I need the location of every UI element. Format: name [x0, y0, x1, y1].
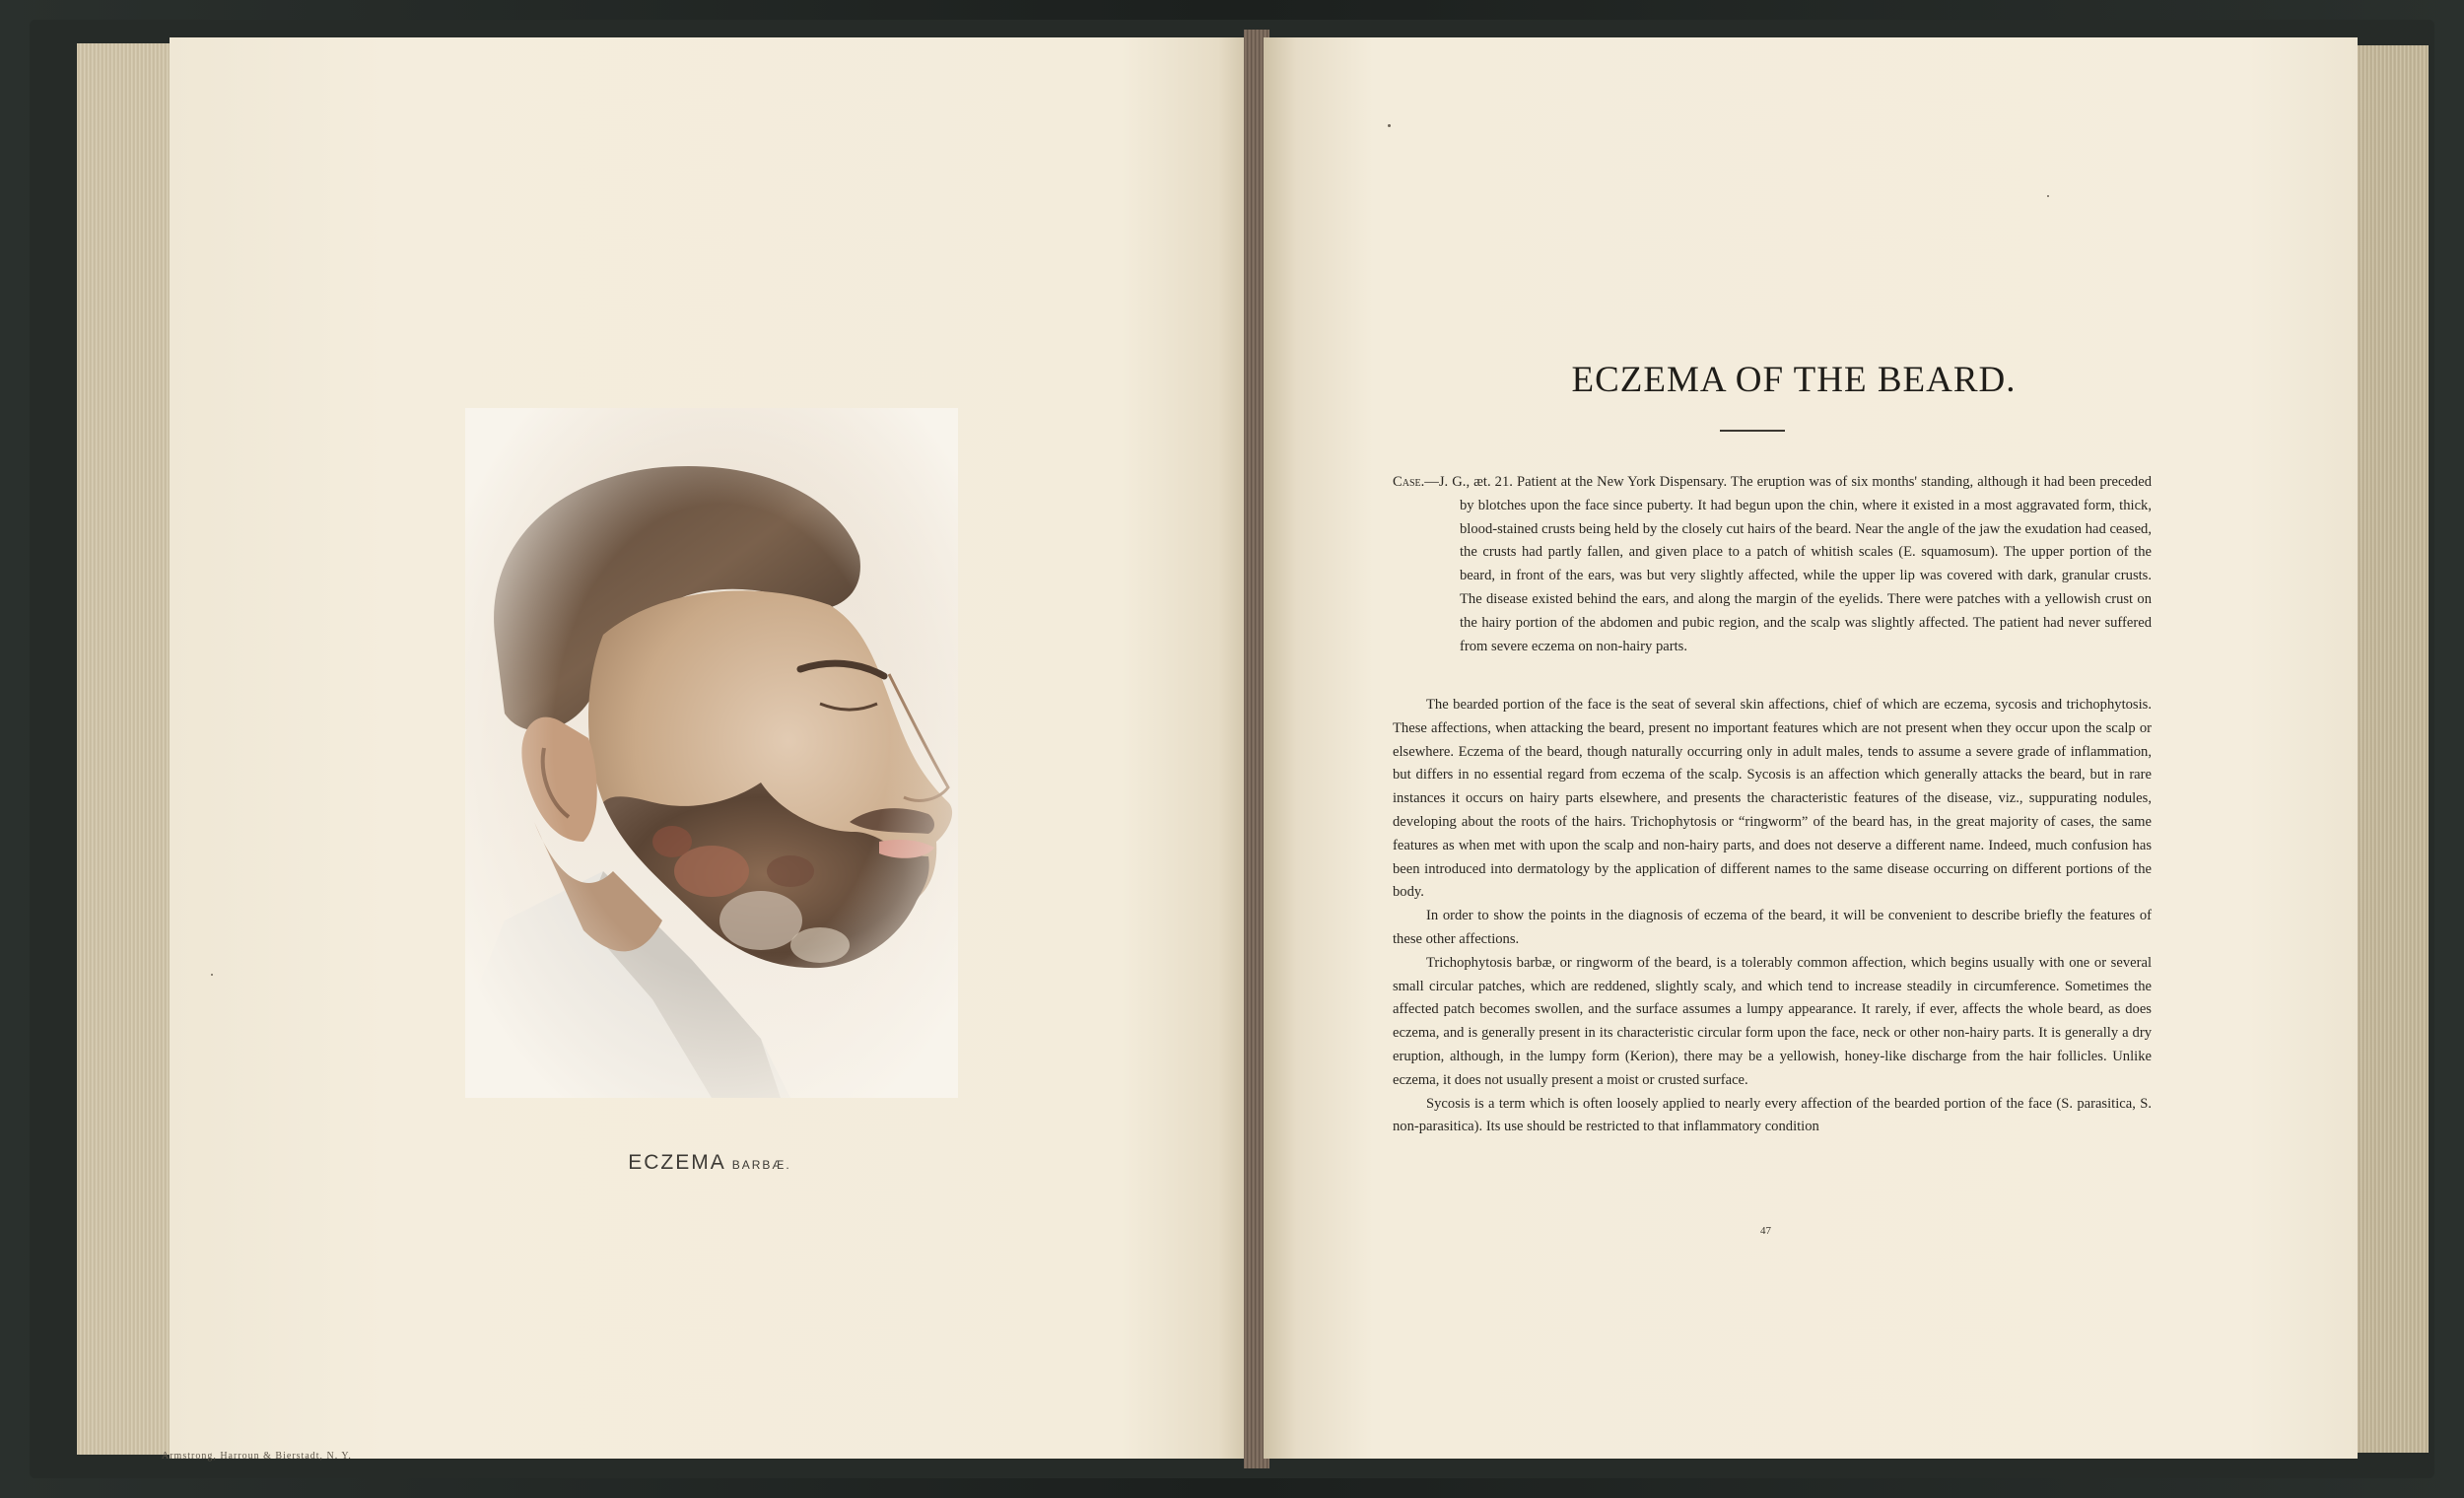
paragraph: In order to show the points in the diagnosis of eczema of the beard, it will be convenient to describe briefly the features of these other affections.: [1393, 908, 2152, 947]
paragraph: The bearded portion of the face is the seat of several skin affections, chief of which are eczema, sycosis and trichophytosis. These affections, when attacking the beard, present no important features which are not present when they occur upon the scalp or elsewhere. Eczema of the beard, though naturally occurring only in adult males, tends to assume a severe grade of inflammation, but differs in no essential regard from eczema of the scalp. Sycosis is an affection which generally attacks the beard, but in rare instances it occurs on hairy parts elsewhere, and presents the characteristic features of the disease, viz., suppurating nodules, developing about the roots of the hairs. Trichophytosis or “ringworm” of the beard has, in the great majority of cases, the same features as when met with upon the scalp and non-hairy parts, and does not deserve a different name. Indeed, much confusion has been introduced into dermatology by the application of different names to the same disease occurring on different portions of the body.: [1393, 697, 2152, 901]
show-through-text: [495, 359, 507, 396]
left-page-stack: [77, 43, 175, 1455]
case-text: —J. G., æt. 21. Patient at the New York Dispensary. The eruption was of six months' standing, although it had been preceded by blotches upon the face since puberty. It had begun upon the chin, where it existed in a most aggravated form, thick, blood-stained crusts being held by the closely cut hairs of the beard. Near the angle of the jaw the exudation had ceased, the crusts had partly fallen, and given place to a patch of whitish scales (E. squamosum). The upper portion of the beard, in front of the ears, was but very slightly affected, while the upper lip was covered with dark, granular crusts. The disease existed behind the ears, and along the margin of the eyelids. There were patches with a yellowish crust on the hairy portion of the abdomen and pubic region, and the scalp was slightly affected. The patient had never suffered from severe eczema on non-hairy parts.: [1424, 474, 2152, 654]
plate-photograph: [465, 408, 958, 1098]
plate-caption-main: ECZEMA: [628, 1151, 726, 1174]
title-rule: [1720, 430, 1785, 432]
portrait-photo: [465, 408, 958, 1098]
plate-caption: [513, 1151, 907, 1175]
case-report: [1393, 471, 2152, 658]
right-page-stack: [2346, 45, 2429, 1453]
paper-speck: [1388, 124, 1391, 127]
paragraph: Sycosis is a term which is often loosely applied to nearly every affection of the bearded portion of the face (S. parasitica, S. non-parasitica). Its use should be restricted to that inflammatory condition: [1393, 1095, 2152, 1135]
printer-imprint: Armstrong, Harroun & Bierstadt, N. Y.: [162, 1451, 352, 1462]
plate-caption-sub: BARBÆ.: [731, 1158, 791, 1172]
paper-speck: [211, 974, 213, 976]
page-number: 47: [1760, 1225, 1771, 1237]
page-title: ECZEMA OF THE BEARD.: [1571, 360, 2017, 400]
body-text: [1393, 694, 2152, 1139]
paragraph: Trichophytosis barbæ, or ringworm of the beard, is a tolerably common affection, which begins usually with one or several small circular patches, which are reddened, slightly scaly, and which tend to increase steadily in circumference. Sometimes the affected patch becomes swollen, and the surface assumes a lumpy appearance. It rarely, if ever, affects the whole beard, as does eczema, and is generally present in its characteristic circular form upon the face, neck or other non-hairy parts. It is generally a dry eruption, although, in the lumpy form (Kerion), there may be a yellowish, honey-like discharge from the hair follicles. Unlike eczema, it does not usually present a moist or crusted surface.: [1393, 954, 2152, 1088]
case-lead: Case.: [1393, 474, 1425, 490]
paper-speck: [2047, 195, 2049, 197]
